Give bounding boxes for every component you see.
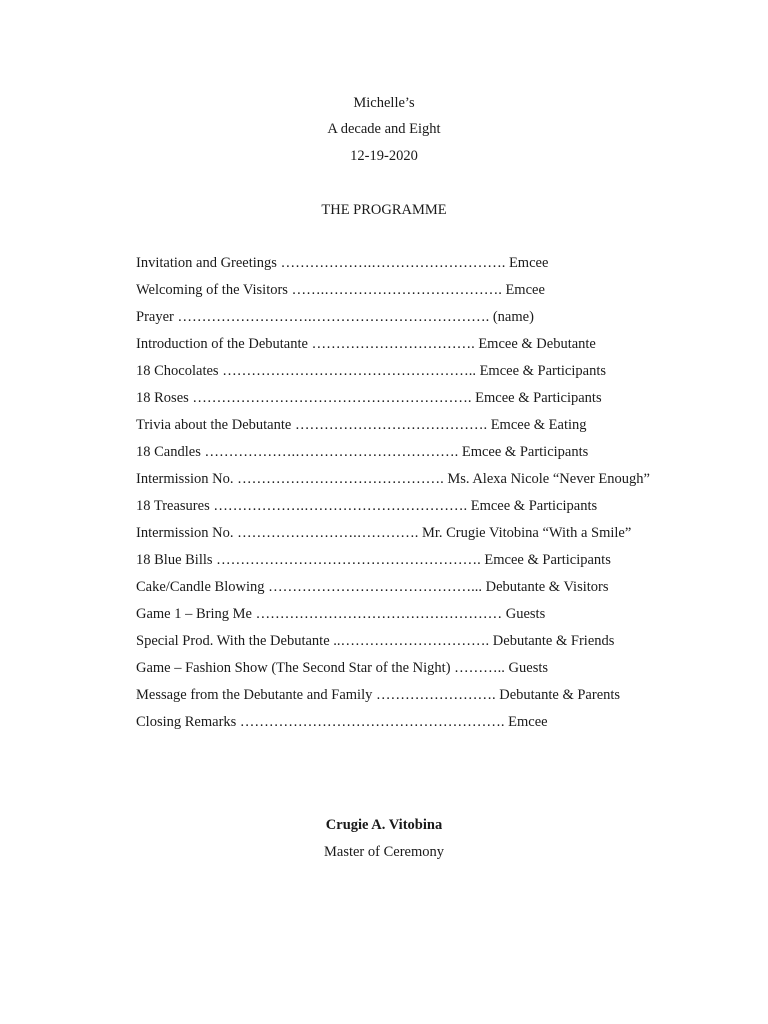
programme-item [136,524,736,551]
dot-leader: ……………….……………………………. [209,498,471,514]
dot-leader: ………………………………………………. [212,552,485,568]
celebrant-name: Michelle’s [353,95,415,111]
dot-leader: …………………………………………………. [188,390,476,406]
programme-item [136,659,736,686]
programme-item [136,308,736,335]
programme-list [136,254,736,740]
programme-person: Guests [508,660,549,676]
programme-item [136,254,736,281]
event-date: 12-19-2020 [350,148,418,164]
programme-person: Debutante & Parents [499,687,621,703]
programme-item [136,335,736,362]
programme-event: Prayer [136,309,174,325]
programme-item [136,470,736,497]
programme-item [136,551,736,578]
programme-person: Emcee & Eating [490,417,587,433]
programme-item [136,686,736,713]
programme-item [136,362,736,389]
programme-event: Message from the Debutante and Family [136,687,373,703]
programme-person: (name) [492,309,534,325]
signatory-name: Crugie A. Vitobina [325,817,443,833]
dot-leader: ……….. [450,660,509,676]
programme-person: Emcee & Participants [475,390,602,406]
programme-event: Introduction of the Debutante [136,336,308,352]
programme-item [136,281,736,308]
programme-event: Special Prod. With the Debutante [136,633,330,649]
programme-person: Emcee & Participants [470,498,598,514]
programme-person: Guests [505,606,546,622]
programme-item [136,443,736,470]
programme-event: Trivia about the Debutante [136,417,292,433]
programme-person: Emcee & Participants [461,444,589,460]
programme-person: Emcee & Participants [484,552,611,568]
programme-person: Debutante & Visitors [485,579,609,595]
programme-event: Game 1 – Bring Me [136,606,252,622]
programme-person: Emcee [505,282,545,298]
dot-leader: ……………………………. [307,336,479,352]
programme-item [136,605,736,632]
dot-leader: ……………………. [372,687,500,703]
programme-person: Debutante & Friends [492,633,615,649]
programme-event: 18 Treasures [136,498,210,514]
dot-leader: …………………………………………….. [218,363,480,379]
dot-leader: ……………….……………………………. [200,444,462,460]
programme-person: Emcee [508,714,548,730]
programme-event: Intermission No. [136,525,234,541]
programme-event: 18 Blue Bills [136,552,213,568]
programme-item [136,632,736,659]
dot-leader: …………………….…………. [233,525,422,541]
programme-event: Intermission No. [136,471,234,487]
programme-event: Game – Fashion Show (The Second Star of the Night) [136,660,451,676]
dot-leader: ……………….………………………. [276,255,509,271]
programme-item [136,713,736,740]
programme-event: Invitation and Greetings [136,255,277,271]
programme-item [136,389,736,416]
programme-person: Ms. Alexa Nicole “Never Enough” [447,471,650,487]
dot-leader: ..…………………………. [329,633,493,649]
dot-leader: ……………………….………………………………. [173,309,493,325]
programme-item [136,578,736,605]
programme-person: Emcee [508,255,549,271]
programme-event: 18 Candles [136,444,201,460]
programme-person: Emcee & Participants [479,363,606,379]
programme-person: Emcee & Debutante [478,336,596,352]
dot-leader: ……………………………………... [264,579,486,595]
programme-event: 18 Roses [136,390,189,406]
programme-event: 18 Chocolates [136,363,219,379]
programme-item [136,416,736,443]
signatory-title: Master of Ceremony [324,844,444,860]
dot-leader: …………………………………. [291,417,491,433]
programme-heading: THE PROGRAMME [321,202,447,218]
programme-person: Mr. Crugie Vitobina “With a Smile” [421,525,632,541]
event-title: A decade and Eight [327,121,441,137]
dot-leader: …………………………………………… [251,606,506,622]
dot-leader: ……………………………………. [233,471,448,487]
dot-leader: ………………………………………………. [236,714,509,730]
programme-event: Closing Remarks [136,714,237,730]
programme-event: Welcoming of the Visitors [136,282,288,298]
programme-event: Cake/Candle Blowing [136,579,265,595]
dot-leader: …….………………………………. [287,282,506,298]
programme-item [136,497,736,524]
